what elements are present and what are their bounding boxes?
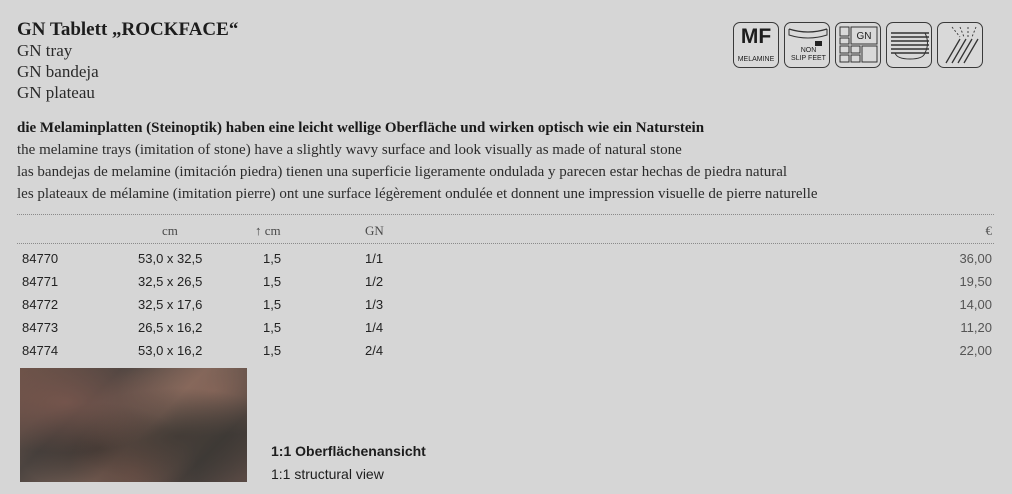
melamine-icon: MF MELAMINE bbox=[733, 22, 779, 68]
swatch-captions bbox=[271, 440, 426, 486]
size-cell: 53,0 x 16,2 bbox=[138, 343, 203, 358]
article-number: 84774 bbox=[22, 343, 59, 358]
product-titles bbox=[17, 19, 238, 103]
article-number: 84771 bbox=[22, 274, 59, 289]
size-cell: 26,5 x 16,2 bbox=[138, 320, 203, 335]
feature-icons bbox=[733, 22, 983, 68]
descriptions bbox=[17, 117, 818, 205]
price-cell: 19,50 bbox=[959, 274, 992, 289]
gn-cell: 1/4 bbox=[365, 320, 384, 335]
stackable-icon bbox=[886, 22, 932, 68]
table-header bbox=[17, 215, 994, 243]
product-title-es: GN bandeja bbox=[17, 62, 99, 81]
height-cell: 1,5 bbox=[263, 343, 282, 358]
description-de: die Melaminplatten (Steinoptik) haben eine leicht wellige Oberfläche und wirken optisch wie ein Naturstein bbox=[17, 120, 705, 136]
dishwasher-icon bbox=[937, 22, 983, 68]
gn-cell: 1/3 bbox=[365, 297, 384, 312]
price-cell: 14,00 bbox=[959, 297, 992, 312]
header-height: ↑ cm bbox=[255, 223, 281, 238]
non-slip-feet-icon: NON SLIP FEET bbox=[784, 22, 830, 68]
caption-en: 1:1 structural view bbox=[271, 466, 384, 482]
table-row bbox=[17, 293, 994, 316]
product-title: GN Tablett „ROCKFACE“ bbox=[17, 19, 239, 40]
header-gn: GN bbox=[365, 223, 384, 238]
price-cell: 11,20 bbox=[960, 320, 992, 335]
article-number: 84770 bbox=[22, 251, 59, 266]
size-cell: 32,5 x 17,6 bbox=[138, 297, 203, 312]
article-number: 84773 bbox=[22, 320, 59, 335]
price-cell: 36,00 bbox=[959, 251, 992, 266]
header-price: € bbox=[985, 223, 992, 238]
table-row bbox=[17, 247, 994, 270]
height-cell: 1,5 bbox=[263, 320, 282, 335]
product-title-fr: GN plateau bbox=[17, 83, 95, 102]
gn-cell: 1/1 bbox=[365, 251, 384, 266]
header-size: cm bbox=[162, 223, 178, 238]
gn-cell: 1/2 bbox=[365, 274, 384, 289]
size-cell: 32,5 x 26,5 bbox=[138, 274, 203, 289]
table-body bbox=[17, 243, 994, 362]
height-cell: 1,5 bbox=[263, 251, 282, 266]
height-cell: 1,5 bbox=[263, 297, 282, 312]
description-fr: les plateaux de mélamine (imitation pierre) ont une surface légèrement ondulée et donnent une impression visuelle de pierre naturelle bbox=[17, 186, 818, 202]
article-number: 84772 bbox=[22, 297, 59, 312]
table-row bbox=[17, 316, 994, 339]
svg-text:GN: GN bbox=[856, 31, 872, 42]
caption-de: 1:1 Oberflächenansicht bbox=[271, 443, 426, 459]
table-row bbox=[17, 339, 994, 362]
gn-cell: 2/4 bbox=[365, 343, 384, 358]
height-cell: 1,5 bbox=[263, 274, 282, 289]
surface-swatch-image bbox=[20, 368, 247, 482]
size-cell: 53,0 x 32,5 bbox=[138, 251, 203, 266]
product-title-en: GN tray bbox=[17, 41, 73, 60]
description-en: the melamine trays (imitation of stone) have a slightly wavy surface and look visually as made of natural stone bbox=[17, 142, 682, 158]
price-cell: 22,00 bbox=[959, 343, 992, 358]
product-table bbox=[17, 214, 994, 362]
gn-icon bbox=[835, 22, 881, 68]
table-row bbox=[17, 270, 994, 293]
description-es: las bandejas de melamine (imitación piedra) tienen una superficie ligeramente ondulada y parecen estar hechas de piedra natural bbox=[17, 164, 788, 180]
